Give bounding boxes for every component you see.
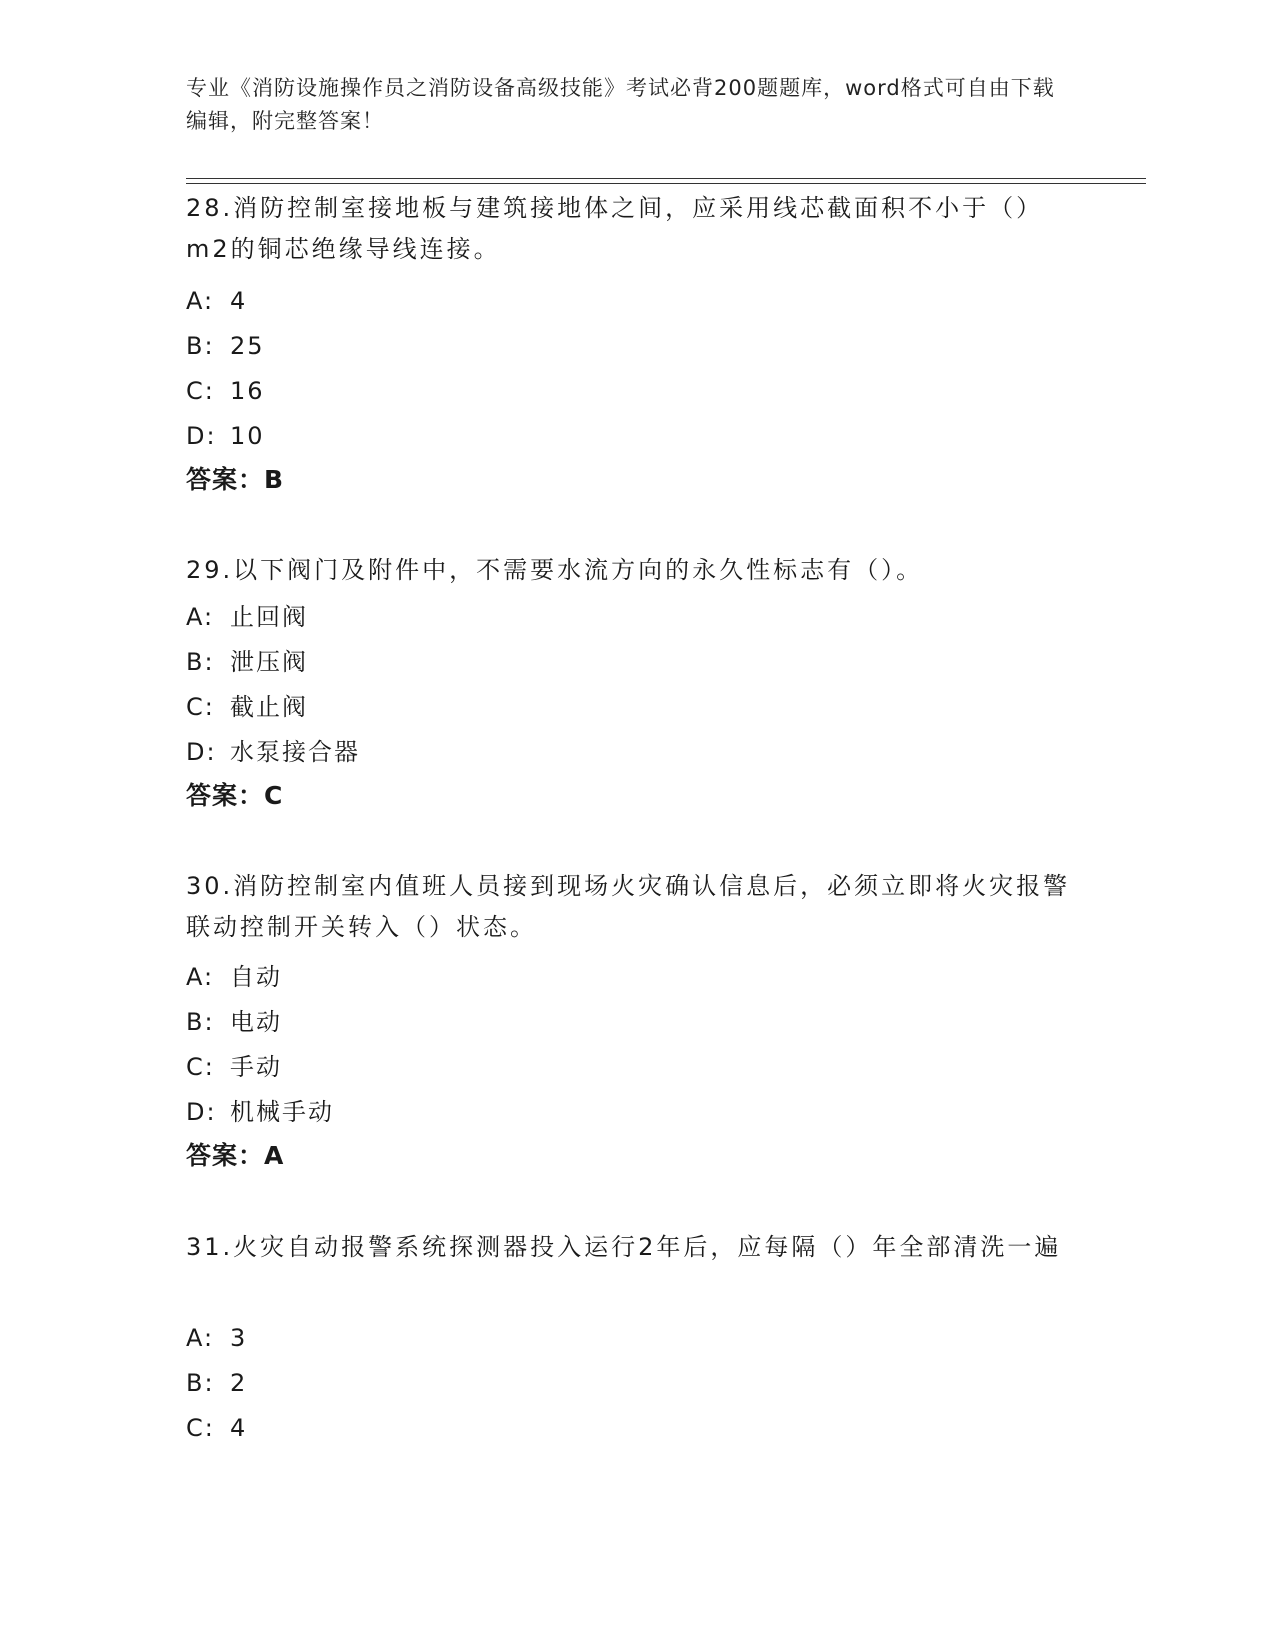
option-label: C: — [186, 1414, 215, 1442]
option-text: 泄压阀 — [230, 648, 308, 676]
option-label: C: — [186, 1053, 215, 1081]
option-label: B: — [186, 1369, 215, 1397]
option-text: 手动 — [230, 1053, 282, 1081]
option-b — [186, 1007, 282, 1037]
option-d — [186, 421, 265, 451]
option-label: C: — [186, 377, 215, 405]
option-label: D: — [186, 1098, 217, 1126]
option-b — [186, 647, 308, 677]
option-a — [186, 286, 247, 316]
option-label: A: — [186, 1324, 215, 1352]
document-header: 专业《消防设施操作员之消防设备高级技能》考试必背200题题库，word格式可自由下载编辑，附完整答案！ — [186, 76, 1055, 133]
option-label: B: — [186, 332, 215, 360]
option-c — [186, 1052, 282, 1082]
option-text: 10 — [230, 422, 265, 450]
option-text: 4 — [230, 287, 248, 315]
option-label: D: — [186, 738, 217, 766]
option-text: 止回阀 — [230, 603, 308, 631]
option-text: 机械手动 — [230, 1098, 334, 1126]
option-text: 4 — [230, 1414, 248, 1442]
option-text: 电动 — [230, 1008, 282, 1036]
option-label: B: — [186, 1008, 215, 1036]
option-a — [186, 602, 308, 632]
option-label: A: — [186, 963, 215, 991]
answer-30: 答案：A — [186, 1141, 285, 1170]
option-text: 16 — [230, 377, 265, 405]
option-text: 水泵接合器 — [230, 738, 360, 766]
option-b — [186, 331, 265, 361]
question-stem-31: 31.火灾自动报警系统探测器投入运行2年后，应每隔（）年全部清洗一遍 — [186, 1233, 1062, 1261]
option-c — [186, 692, 308, 722]
option-label: A: — [186, 287, 215, 315]
option-c — [186, 376, 265, 406]
header-divider-top — [186, 178, 1146, 179]
option-label: A: — [186, 603, 215, 631]
option-text: 2 — [230, 1369, 248, 1397]
option-text: 3 — [230, 1324, 248, 1352]
option-text: 25 — [230, 332, 265, 360]
option-c — [186, 1413, 247, 1443]
question-stem-30: 30.消防控制室内值班人员接到现场火灾确认信息后，必须立即将火灾报警联动控制开关转入（）状态。 — [186, 872, 1071, 941]
option-d — [186, 1097, 334, 1127]
option-text: 截止阀 — [230, 693, 308, 721]
answer-28: 答案：B — [186, 465, 285, 494]
option-label: D: — [186, 422, 217, 450]
option-text: 自动 — [230, 963, 282, 991]
header-divider-bottom — [186, 183, 1146, 184]
option-a — [186, 1323, 247, 1353]
option-d — [186, 737, 360, 767]
question-stem-29: 29.以下阀门及附件中，不需要水流方向的永久性标志有（）。 — [186, 556, 924, 584]
answer-29: 答案：C — [186, 781, 284, 810]
option-label: B: — [186, 648, 215, 676]
option-b — [186, 1368, 247, 1398]
option-label: C: — [186, 693, 215, 721]
question-stem-28: 28.消防控制室接地板与建筑接地体之间，应采用线芯截面积不小于（）m2的铜芯绝缘导线连接。 — [186, 194, 1044, 263]
option-a — [186, 962, 282, 992]
